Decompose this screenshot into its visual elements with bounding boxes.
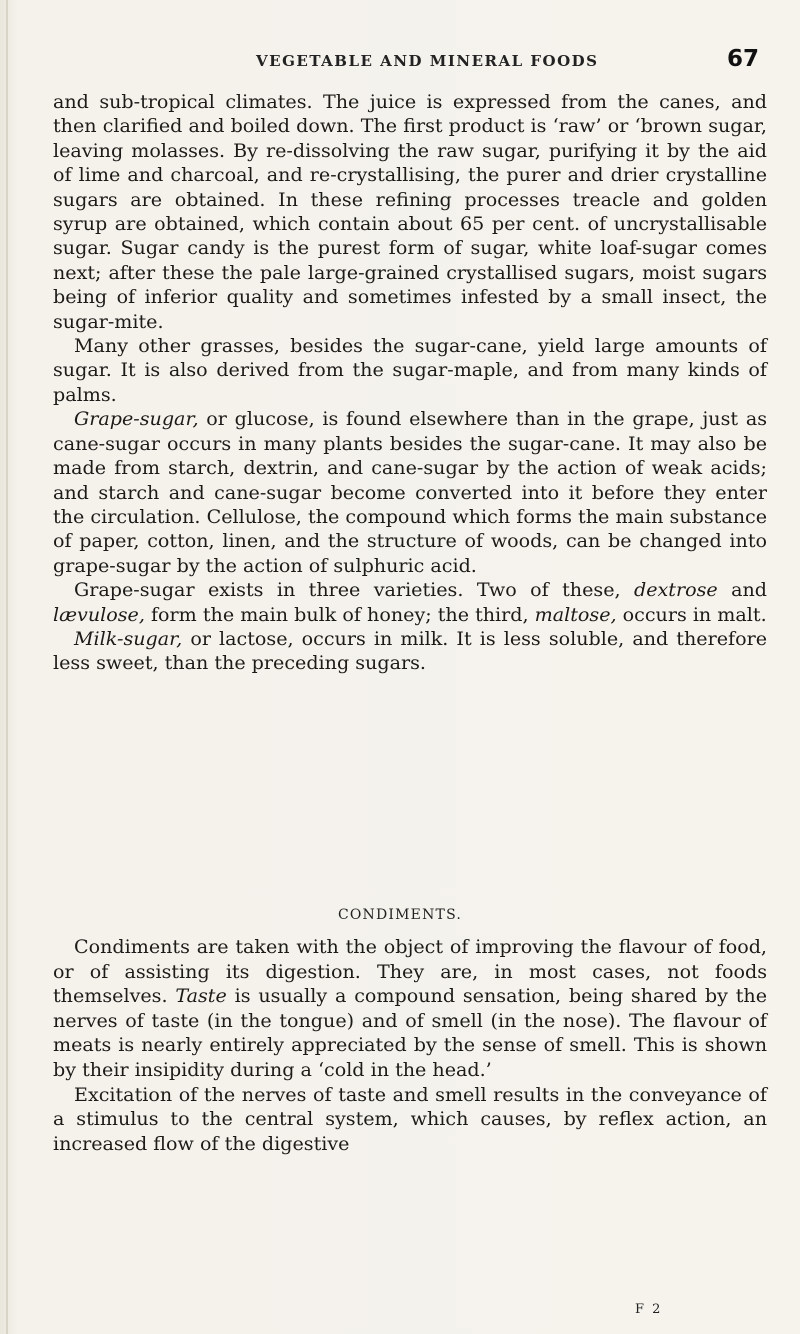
condiments-text-b: is usually a compound sensation, being shared by the nerves of taste (in the tongue) and of smell (in the nose). The flavour of meats is nearly entirely appreciated by the sense of smell. This is shown by their insipidity during a ‘cold in the head.’: [53, 984, 767, 1081]
paragraph-cane-refining: and sub-tropical climates. The juice is expressed from the canes, and then clarified and boiled down. The first product is ‘raw’ or ‘brown sugar, leaving molasses. By re-dissolving the raw sugar, purifying it by the aid of lime and charcoal, and re-crystallising, the purer and drier crystalline sugars are obtained. In these refining processes treacle and golden syrup are obtained, which contain about 65 per cent. of uncrystallisable sugar. Sugar candy is the purest form of sugar, white loaf-sugar comes next; after these the pale large-grained crystallised sugars, moist sugars being of inferior quality and sometimes infested by a small insect, the sugar-mite.: [53, 90, 767, 333]
running-title: VEGETABLE AND MINERAL FOODS: [256, 52, 599, 70]
signature-mark: F 2: [635, 1302, 663, 1317]
paragraph-condiments: [53, 935, 767, 1083]
paragraph-grape-sugar: [53, 407, 767, 578]
paragraph-milk-sugar: [53, 627, 767, 676]
varieties-text-b: and: [717, 578, 767, 602]
varieties-text-c: form the main bulk of honey; the third,: [144, 602, 535, 626]
paragraph-varieties: [53, 578, 767, 627]
condiments-text-a: Condiments are taken with the object of improving the flavour of food, or of assisting its digestion. They are, in most cases, not foods themselves.: [53, 935, 767, 1008]
varieties-text-a: Grape-sugar exists in three varieties. Two of these,: [74, 578, 634, 602]
grape-sugar-text: or glucose, is found elsewhere than in the grape, just as cane-sugar occurs in many plants besides the sugar-cane. It may also be made from starch, dextrin, and cane-sugar by the action of weak acids; and starch and cane-sugar become converted into it before they enter the circulation. Cellulose, the compound which forms the main substance of paper, cotton, linen, and the structure of woods, can be changed into grape-sugar by the action of sulphuric acid.: [53, 407, 767, 577]
paragraph-other-grasses: Many other grasses, besides the sugar-cane, yield large amounts of sugar. It is also derived from the sugar-maple, and from many kinds of palms.: [53, 334, 767, 406]
term-maltose: maltose,: [534, 602, 617, 626]
milk-sugar-text: or lactose, occurs in milk. It is less soluble, and therefore less sweet, than the preceding sugars.: [53, 626, 767, 675]
term-taste: Taste: [175, 984, 227, 1008]
page-gutter-edge: [6, 0, 8, 1334]
section-heading-condiments: CONDIMENTS.: [337, 907, 463, 923]
term-laevulose: lævulose,: [53, 602, 145, 626]
paragraph-excitation: Excitation of the nerves of taste and smell results in the conveyance of a stimulus to the central system, which causes, by reflex action, an increased flow of the digestive: [53, 1082, 767, 1155]
term-dextrose: dextrose: [633, 578, 718, 602]
term-grape-sugar: Grape-sugar,: [74, 407, 199, 431]
condiments-text: [53, 935, 767, 1156]
main-text: [53, 90, 767, 676]
page-number: 67: [727, 46, 760, 72]
term-milk-sugar: Milk-sugar,: [74, 626, 183, 650]
varieties-text-d: occurs in malt.: [616, 602, 767, 626]
